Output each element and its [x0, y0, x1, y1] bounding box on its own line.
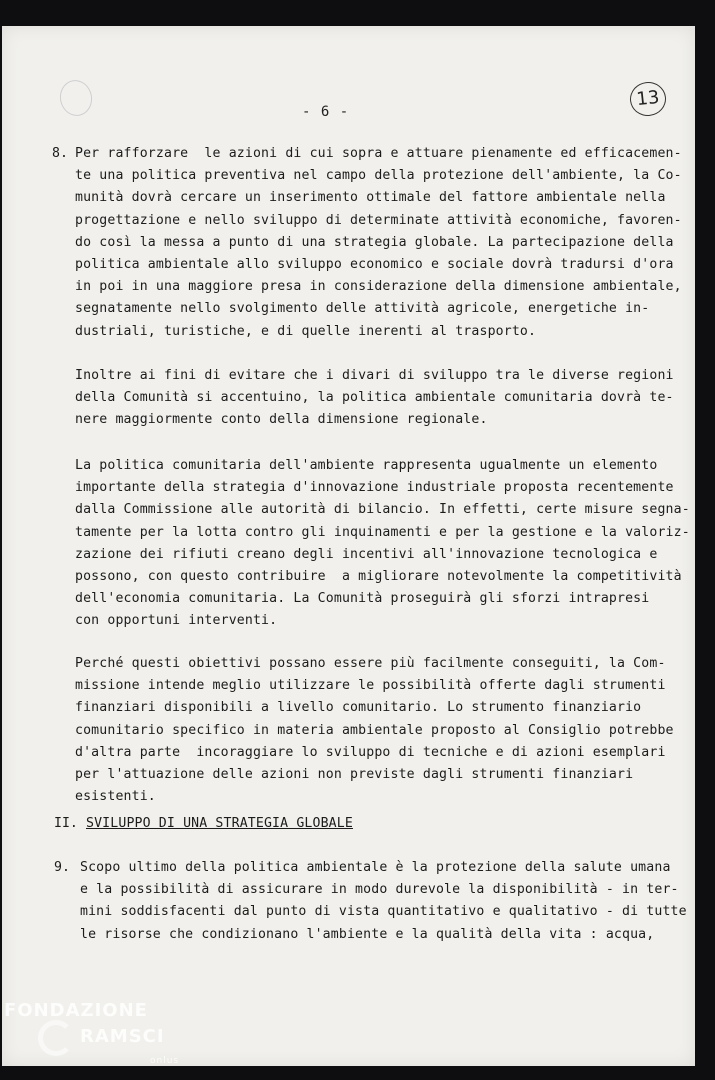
- g-logo-icon: [38, 1020, 74, 1056]
- circled-page-stamp: 13: [628, 80, 667, 118]
- paragraph-line: e la possibilità di assicurare in modo durevole la disponibilità - in ter-: [80, 882, 679, 898]
- paragraph-line: do così la messa a punto di una strategia globale. La partecipazione della: [75, 234, 674, 250]
- paragraph-line: finanziari disponibili a livello comunitario. Lo strumento finanziario: [75, 700, 642, 716]
- paragraph-line: missione intende meglio utilizzare le possibilità offerte dagli strumenti: [75, 678, 666, 694]
- paragraph-line: Perché questi obiettivi possano essere più facilmente conseguiti, la Com-: [75, 656, 666, 671]
- paragraph-line: Inoltre ai fini di evitare che i divari di sviluppo tra le diverse regioni: [75, 368, 674, 383]
- paragraph-line: dustriali, turistiche, e di quelle inerenti al trasporto.: [75, 323, 537, 339]
- faint-stamp-icon: [57, 77, 96, 119]
- paragraph-line: politica ambientale allo sviluppo economico e sociale dovrà tradursi d'ora: [75, 257, 674, 272]
- paragraph-line: esistenti.: [75, 789, 156, 805]
- section-heading: SVILUPPO DI UNA STRATEGIA GLOBALE: [86, 816, 353, 831]
- paragraph-line: dalla Commissione alle autorità di bilancio. In effetti, certe misure segna-: [75, 502, 690, 518]
- paragraph-line: progettazione e nello sviluppo di determinate attività economiche, favoren-: [75, 212, 682, 228]
- paragraph-line: munità dovrà cercare un inserimento ottimale del fattore ambientale nella: [75, 190, 666, 206]
- section-number: II.: [54, 816, 78, 831]
- paragraph-line: in poi in una maggiore presa in considerazione della dimensione ambientale,: [75, 279, 682, 295]
- paragraph-line: nere maggiormente conto della dimensione regionale.: [75, 412, 488, 428]
- page-number: - 6 -: [302, 104, 350, 120]
- watermark-line1: FONDAZIONE: [4, 1000, 148, 1021]
- paragraph-line: possono, con questo contribuire a migliorare notevolmente la competitività: [75, 569, 682, 584]
- paragraph-number: 8.: [52, 146, 68, 161]
- paragraph-line: Scopo ultimo della politica ambientale è la protezione della salute umana: [80, 860, 671, 875]
- paragraph-number: 9.: [54, 860, 70, 875]
- paragraph-line: La politica comunitaria dell'ambiente rappresenta ugualmente un elemento: [75, 458, 658, 473]
- paragraph-line: con opportuni interventi.: [75, 613, 278, 629]
- document-page: [2, 26, 695, 1066]
- paragraph-line: tamente per la lotta contro gli inquinamenti e per la gestione e la valoriz-: [75, 524, 690, 540]
- paragraph-line: dell'economia comunitaria. La Comunità proseguirà gli sforzi intrapresi: [75, 591, 650, 607]
- paragraph-line: comunitario specifico in materia ambientale proposto al Consiglio potrebbe: [75, 722, 674, 738]
- paragraph-line: zazione dei rifiuti creano degli incentivi all'innovazione tecnologica e: [75, 546, 658, 562]
- watermark-line2: RAMSCI: [80, 1026, 165, 1047]
- watermark-line3: onlus: [150, 1056, 180, 1066]
- paragraph-line: Per rafforzare le azioni di cui sopra e attuare pienamente ed efficacemen-: [75, 146, 682, 161]
- paragraph-line: mini soddisfacenti dal punto di vista quantitativo e qualitativo - di tutte: [80, 904, 687, 920]
- paragraph-line: importante della strategia d'innovazione industriale proposta recentemente: [75, 480, 674, 496]
- paragraph-line: d'altra parte incoraggiare lo sviluppo di tecniche e di azioni esemplari: [75, 744, 666, 760]
- paragraph-line: segnatamente nello svolgimento delle attività agricole, energetiche in-: [75, 301, 650, 317]
- paragraph-line: della Comunità si accentuino, la politica ambientale comunitaria dovrà te-: [75, 390, 674, 406]
- paragraph-line: le risorse che condizionano l'ambiente e la qualità della vita : acqua,: [80, 926, 655, 942]
- paragraph-line: per l'attuazione delle azioni non previste dagli strumenti finanziari: [75, 767, 634, 782]
- paragraph-line: te una politica preventiva nel campo della protezione dell'ambiente, la Co-: [75, 168, 682, 184]
